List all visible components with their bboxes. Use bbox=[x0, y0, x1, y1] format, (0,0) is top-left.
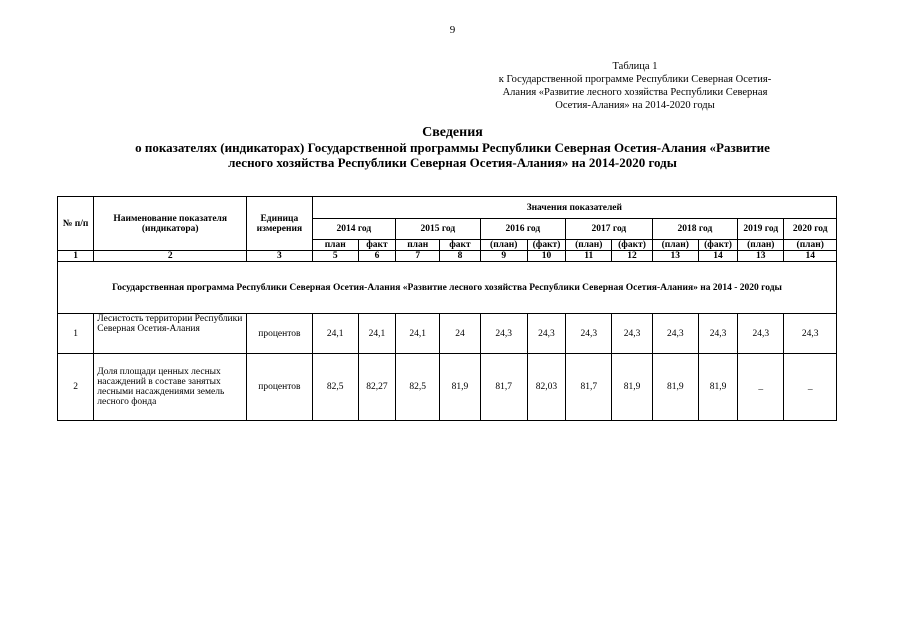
value-cell: 81,9 bbox=[612, 354, 652, 421]
column-number: 5 bbox=[312, 251, 358, 262]
column-number: 13 bbox=[738, 251, 784, 262]
appendix-line-4: Осетия-Алания» на 2014-2020 годы bbox=[555, 100, 715, 111]
column-number: 9 bbox=[480, 251, 527, 262]
value-cell: 81,9 bbox=[440, 354, 480, 421]
column-number: 14 bbox=[698, 251, 737, 262]
column-number: 11 bbox=[566, 251, 612, 262]
header-year: 2014 год bbox=[312, 219, 396, 240]
column-number: 13 bbox=[652, 251, 698, 262]
header-sub: факт bbox=[358, 240, 395, 251]
title-line-2: о показателях (индикаторах) Государственной программы Республики Северная Осетия-Алания «Развитие bbox=[135, 140, 770, 155]
value-cell: 82,5 bbox=[312, 354, 358, 421]
value-cell: 24,3 bbox=[784, 314, 837, 354]
title-line-3: лесного хозяйства Республики Северная Осетия-Алания» на 2014-2020 годы bbox=[228, 155, 677, 170]
page-number: 9 bbox=[449, 24, 456, 36]
appendix-note bbox=[470, 60, 800, 112]
row-number: 1 bbox=[58, 314, 94, 354]
header-sub: (факт) bbox=[698, 240, 737, 251]
column-number: 7 bbox=[396, 251, 440, 262]
header-year: 2017 год bbox=[566, 219, 653, 240]
column-number: 14 bbox=[784, 251, 837, 262]
header-sub: (план) bbox=[566, 240, 612, 251]
column-numbers-row bbox=[58, 251, 837, 262]
value-cell: 24,3 bbox=[480, 314, 527, 354]
program-row bbox=[58, 262, 837, 314]
value-cell: 24,3 bbox=[738, 314, 784, 354]
indicator-name: Лесистость территории Республики Северная Осетия-Алания bbox=[94, 314, 247, 354]
table-row bbox=[58, 314, 837, 354]
value-cell: 24,3 bbox=[612, 314, 652, 354]
value-cell: 81,7 bbox=[566, 354, 612, 421]
value-cell: 81,9 bbox=[698, 354, 737, 421]
indicators-table bbox=[57, 196, 837, 421]
program-title: Государственная программа Республики Северная Осетия-Алания «Развитие лесного хозяйства Республики Северная Осетия-Алания» на 2014 - 2020 годы bbox=[58, 262, 837, 314]
row-number: 2 bbox=[58, 354, 94, 421]
unit-cell: процентов bbox=[247, 314, 312, 354]
column-number: 3 bbox=[247, 251, 312, 262]
column-number: 6 bbox=[358, 251, 395, 262]
column-number: 12 bbox=[612, 251, 652, 262]
column-number: 8 bbox=[440, 251, 480, 262]
value-cell: 24 bbox=[440, 314, 480, 354]
value-cell: 81,7 bbox=[480, 354, 527, 421]
header-sub: план bbox=[396, 240, 440, 251]
unit-cell: процентов bbox=[247, 354, 312, 421]
header-year: 2015 год bbox=[396, 219, 481, 240]
appendix-line-2: к Государственной программе Республики Северная Осетия- bbox=[498, 74, 772, 85]
header-row-1 bbox=[58, 197, 837, 219]
value-cell: 24,1 bbox=[312, 314, 358, 354]
table-row bbox=[58, 354, 837, 421]
header-sub: (факт) bbox=[527, 240, 565, 251]
value-cell: 81,9 bbox=[652, 354, 698, 421]
document-title bbox=[60, 125, 845, 170]
header-num: № п/п bbox=[58, 197, 94, 251]
value-cell: 24,3 bbox=[698, 314, 737, 354]
appendix-line-1: Таблица 1 bbox=[612, 61, 658, 72]
header-sub: (факт) bbox=[612, 240, 652, 251]
column-number: 10 bbox=[527, 251, 565, 262]
appendix-line-3: Алания «Развитие лесного хозяйства Республики Северная bbox=[502, 87, 768, 98]
header-sub: (план) bbox=[784, 240, 837, 251]
header-sub: (план) bbox=[480, 240, 527, 251]
header-year: 2018 год bbox=[652, 219, 738, 240]
header-sub: план bbox=[312, 240, 358, 251]
header-values: Значения показателей bbox=[312, 197, 836, 219]
value-cell: 82,5 bbox=[396, 354, 440, 421]
value-cell: 82,27 bbox=[358, 354, 395, 421]
header-sub: (план) bbox=[738, 240, 784, 251]
header-year: 2020 год bbox=[784, 219, 837, 240]
value-cell: 82,03 bbox=[527, 354, 565, 421]
value-cell: 24,3 bbox=[652, 314, 698, 354]
header-sub: (план) bbox=[652, 240, 698, 251]
column-number: 1 bbox=[58, 251, 94, 262]
title-main: Сведения bbox=[422, 125, 483, 140]
header-name: Наименование показателя (индикатора) bbox=[94, 197, 247, 251]
value-cell: 24,3 bbox=[566, 314, 612, 354]
header-year: 2016 год bbox=[480, 219, 566, 240]
value-cell: 24,1 bbox=[358, 314, 395, 354]
indicator-name: Доля площади ценных лесных насаждений в составе занятых лесными насаждениями земель лесного фонда bbox=[94, 354, 247, 421]
column-number: 2 bbox=[94, 251, 247, 262]
value-cell: 24,1 bbox=[396, 314, 440, 354]
value-cell: 24,3 bbox=[527, 314, 565, 354]
value-cell: _ bbox=[738, 354, 784, 421]
value-cell: _ bbox=[784, 354, 837, 421]
header-unit: Единица измерения bbox=[247, 197, 312, 251]
header-year: 2019 год bbox=[738, 219, 784, 240]
header-sub: факт bbox=[440, 240, 480, 251]
